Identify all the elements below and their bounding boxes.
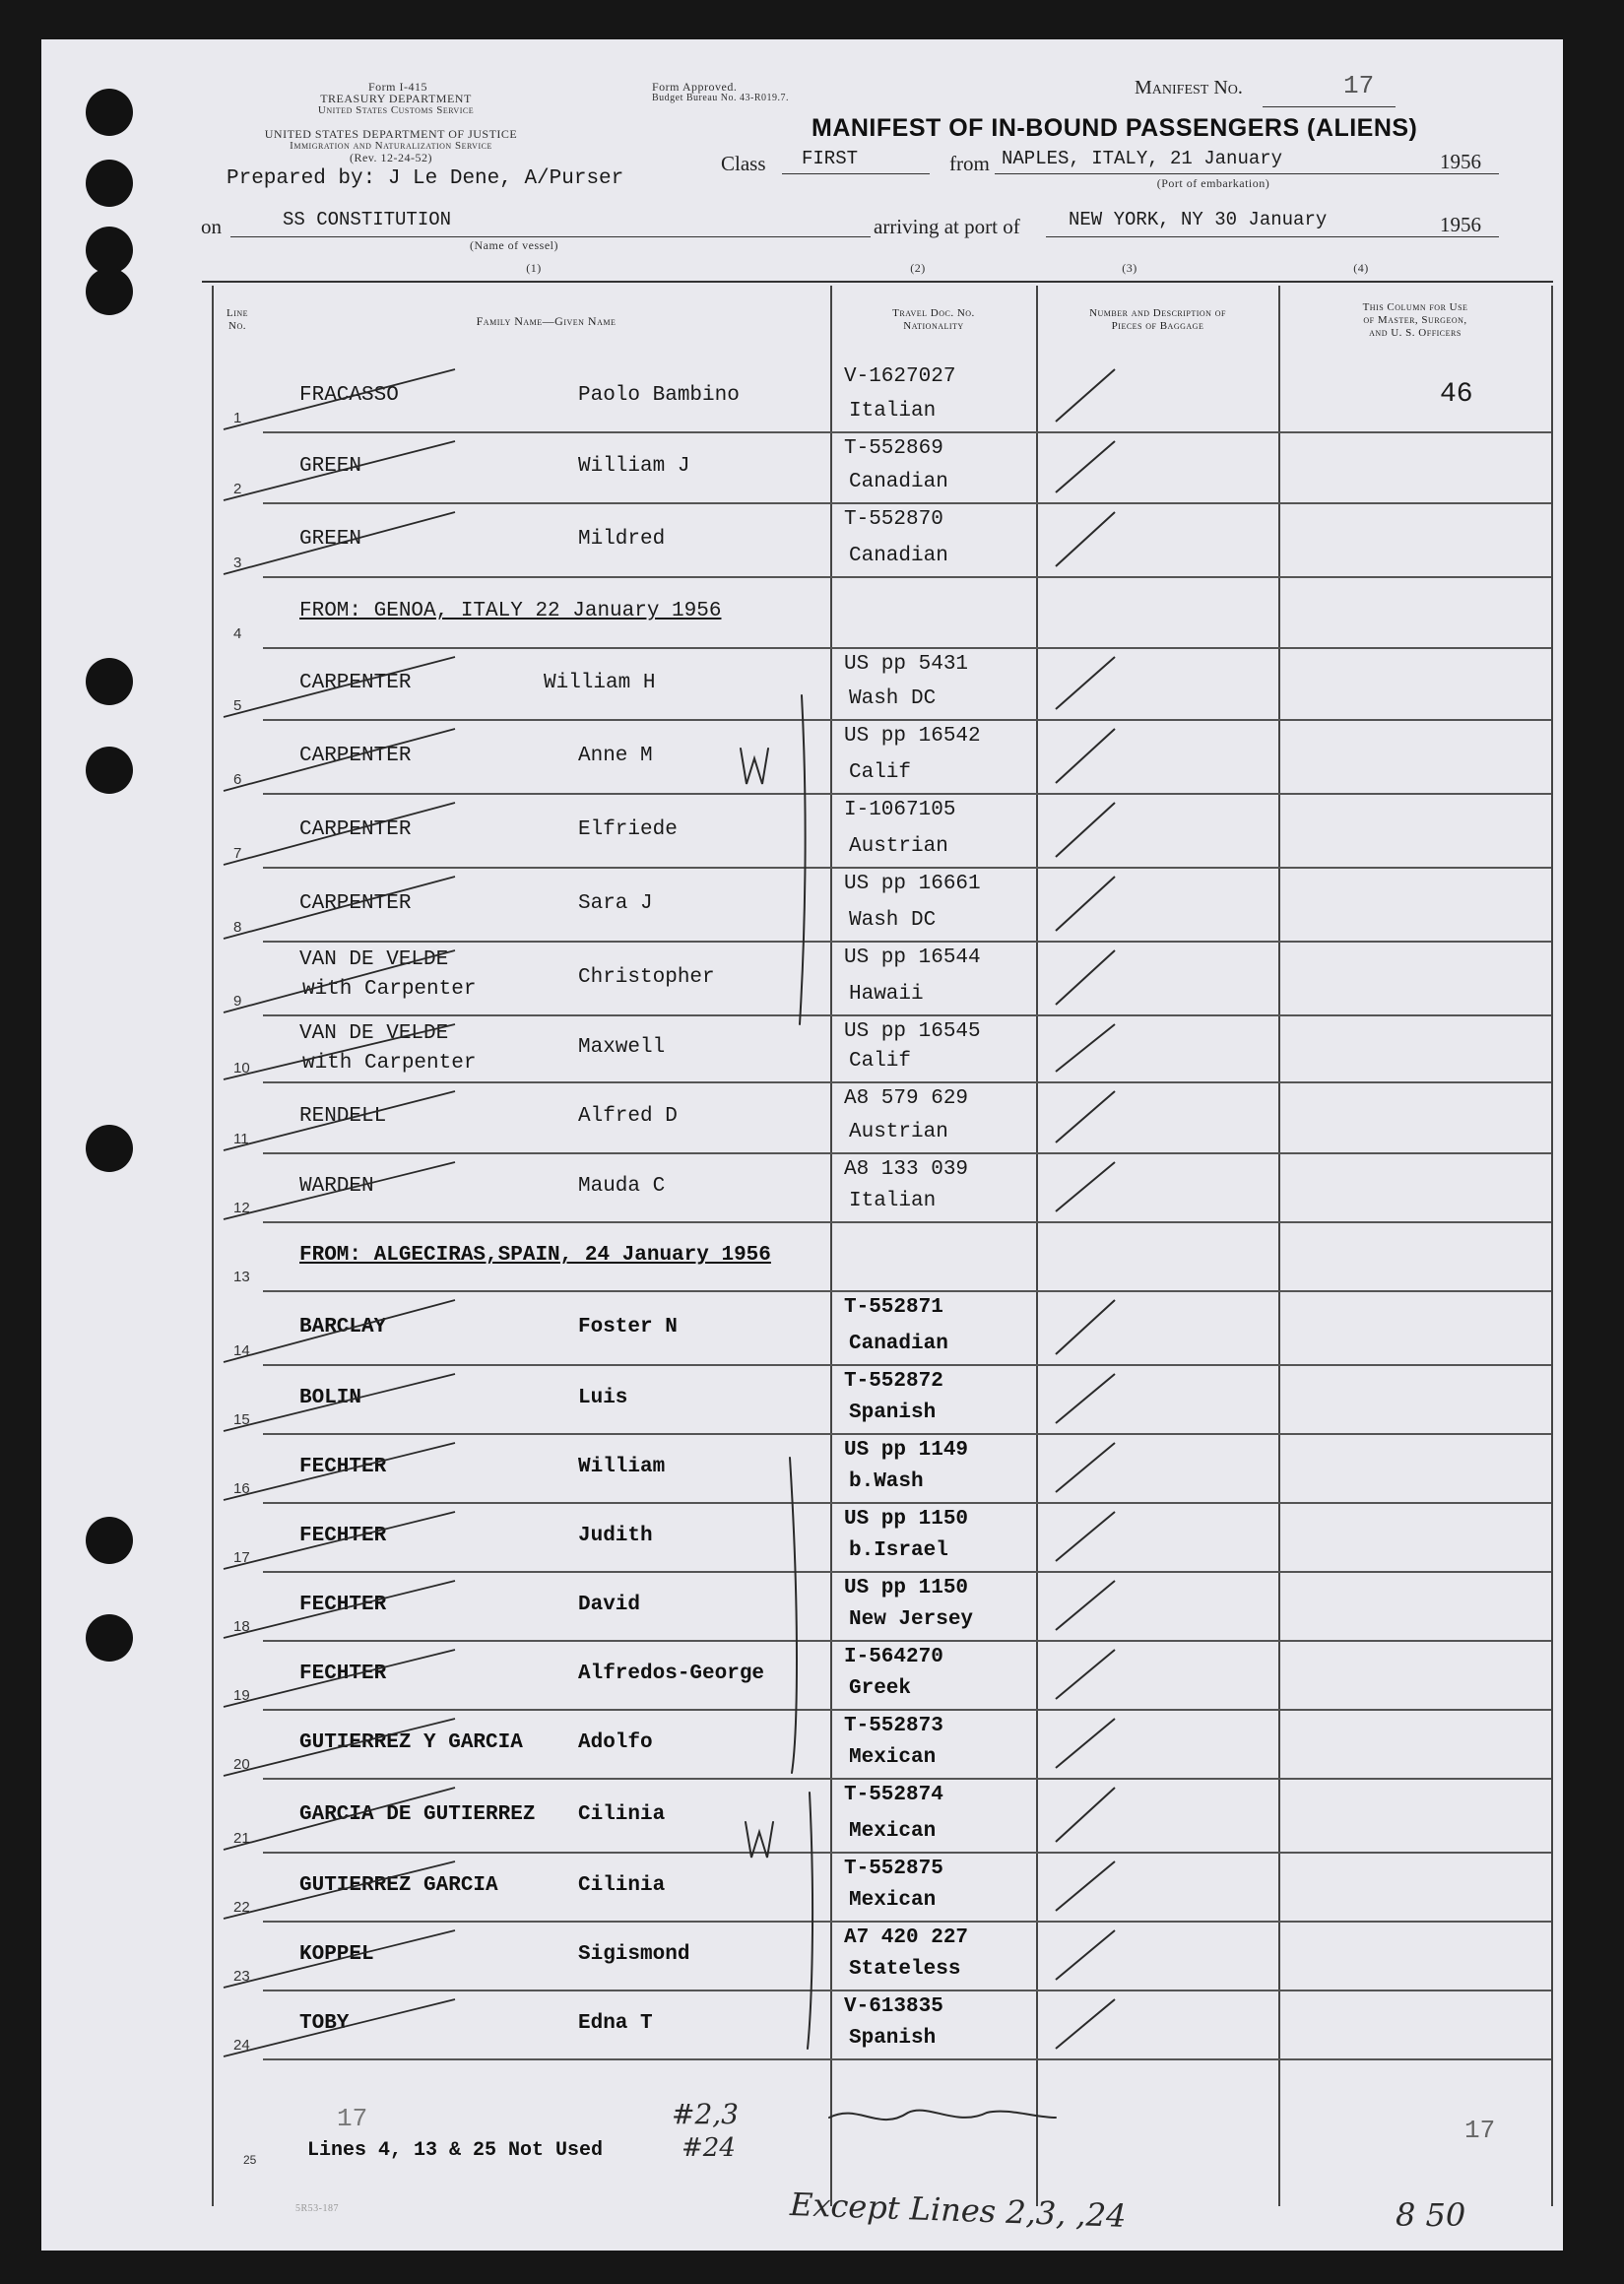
baggage-check-mark: [1056, 1300, 1115, 1354]
travel-doc-number: US pp 16542: [844, 725, 981, 748]
nationality: Canadian: [849, 471, 948, 493]
from-year: 1956: [1440, 150, 1481, 173]
nationality: Greek: [849, 1677, 912, 1700]
travel-doc-number: US pp 1150: [844, 1577, 969, 1599]
given-name: Luis: [578, 1387, 628, 1409]
baggage-check-mark: [1056, 1788, 1115, 1842]
line-number: 24: [233, 2037, 250, 2054]
travel-doc-number: US pp 16545: [844, 1020, 981, 1043]
baggage-check-mark: [1056, 1861, 1115, 1911]
family-name: FECHTER: [299, 1663, 387, 1685]
nationality: Stateless: [849, 1958, 961, 1981]
family-name: KOPPEL: [299, 1943, 374, 1966]
family-name: CARPENTER: [299, 671, 412, 694]
travel-doc-number: T-552872: [844, 1370, 943, 1393]
row-rule: [263, 1778, 1551, 1780]
arriving-year-underline: [1430, 236, 1499, 237]
port-embark-label: (Port of embarkation): [1156, 176, 1270, 190]
line-number: 20: [233, 1756, 250, 1773]
binder-hole: [86, 658, 133, 705]
row-rule: [263, 1502, 1551, 1504]
given-name: William J: [578, 455, 690, 478]
vessel-underline: [230, 236, 871, 237]
row-rule: [263, 1852, 1551, 1854]
treasury-dept: TREASURY DEPARTMENT: [320, 92, 472, 105]
baggage-check-mark: [1056, 1719, 1115, 1768]
row-rule: [263, 867, 1551, 869]
travel-doc-number: T-552871: [844, 1296, 943, 1319]
row-rule: [263, 1640, 1551, 1642]
given-name: Alfred D: [578, 1105, 678, 1128]
nationality: Wash DC: [849, 909, 937, 932]
justice-line-2: Immigration and Naturalization Service: [290, 140, 492, 152]
family-name: WARDEN: [299, 1175, 374, 1198]
handwritten-count-1: #2,3: [672, 2098, 739, 2130]
travel-doc-number: US pp 1150: [844, 1508, 969, 1531]
page-count-right: 17: [1464, 2116, 1496, 2145]
arriving-year: 1956: [1440, 213, 1481, 236]
row-rule: [263, 1571, 1551, 1573]
form-number: Form I-415: [368, 80, 427, 94]
given-name: Maxwell: [578, 1036, 666, 1059]
section-heading: FROM: GENOA, ITALY 22 January 1956: [299, 600, 722, 622]
family-name: FECHTER: [299, 1456, 387, 1478]
line-number: 7: [233, 845, 242, 862]
binder-hole: [86, 89, 133, 136]
customs-service: United States Customs Service: [317, 104, 475, 116]
given-name: Paolo Bambino: [578, 383, 740, 407]
baggage-check-mark: [1056, 950, 1115, 1005]
travel-doc-number: V-613835: [844, 1995, 943, 2018]
footer-form-code: 5R53-187: [295, 2203, 339, 2214]
check-marks: [41, 39, 1563, 2251]
baggage-check-mark: [1056, 1930, 1115, 1980]
row-rule: [263, 1709, 1551, 1711]
nationality: Italian: [849, 1190, 937, 1212]
nationality: Calif: [849, 1050, 912, 1073]
header-baggage: Number and Description of Pieces of Baggage: [1089, 307, 1226, 332]
class-label: Class: [721, 152, 766, 175]
family-name: GARCIA DE GUTIERREZ: [299, 1802, 536, 1826]
family-name: GUTIERREZ GARCIA: [299, 1874, 498, 1897]
travel-doc-number: I-564270: [844, 1646, 943, 1668]
vessel-label: (Name of vessel): [470, 238, 558, 252]
travel-doc-number: A7 420 227: [844, 1926, 969, 1949]
nationality: Spanish: [849, 2027, 937, 2050]
baggage-check-mark: [1056, 729, 1115, 783]
col-num-1: (1): [526, 261, 542, 275]
nationality: Wash DC: [849, 687, 937, 710]
travel-doc-number: T-552869: [844, 437, 943, 460]
given-name: Mauda C: [578, 1175, 666, 1198]
line-number: 3: [233, 555, 242, 571]
nationality: New Jersey: [849, 1608, 974, 1631]
nationality: Spanish: [849, 1402, 937, 1424]
family-name: CARPENTER: [299, 817, 412, 841]
row-rule: [263, 1364, 1551, 1366]
baggage-check-mark: [1056, 1650, 1115, 1699]
officer-note: 46: [1440, 379, 1473, 410]
col-num-3: (3): [1122, 261, 1137, 275]
travel-doc-number: US pp 1149: [844, 1439, 969, 1462]
line-number: 22: [233, 1899, 250, 1916]
col-num-4: (4): [1353, 261, 1369, 275]
family-name: FRACASSO: [299, 383, 399, 407]
line-number: 14: [233, 1342, 250, 1359]
col-num-2: (2): [910, 261, 926, 275]
binder-hole: [86, 1517, 133, 1564]
col-divider-name: [830, 286, 832, 2206]
header-line-no: Line No.: [226, 307, 249, 332]
binder-hole: [86, 227, 133, 274]
nationality: Italian: [849, 400, 937, 423]
travel-doc-number: US pp 5431: [844, 653, 969, 676]
family-name: VAN DE VELDE: [299, 948, 449, 971]
col-divider-line-no: [212, 286, 214, 2206]
baggage-check-mark: [1056, 1091, 1115, 1142]
row-rule: [263, 431, 1551, 433]
from-value: NAPLES, ITALY, 21 January: [1002, 148, 1283, 169]
travel-doc-number: T-552870: [844, 508, 943, 531]
line-number: 17: [233, 1549, 250, 1566]
justice-line-1: UNITED STATES DEPARTMENT OF JUSTICE: [264, 127, 518, 141]
binder-hole: [86, 268, 133, 315]
line-number: 18: [233, 1618, 250, 1635]
given-name: Anne M: [578, 744, 653, 767]
table-top-rule: [202, 281, 1553, 283]
baggage-check-mark: [1056, 512, 1115, 566]
given-name: Alfredos-George: [578, 1663, 765, 1685]
family-name: GREEN: [299, 527, 362, 551]
line-number: 13: [233, 1269, 250, 1285]
family-name: VAN DE VELDE: [299, 1022, 449, 1045]
manifest-no-underline: [1263, 106, 1396, 107]
family-name: CARPENTER: [299, 744, 412, 767]
manifest-number: 17: [1343, 71, 1375, 100]
nationality: Canadian: [849, 545, 948, 567]
baggage-check-mark: [1056, 1443, 1115, 1492]
given-name: Foster N: [578, 1315, 678, 1338]
family-name-note: with Carpenter: [302, 978, 477, 1001]
binder-hole: [86, 160, 133, 207]
family-name: RENDELL: [299, 1105, 387, 1128]
line-number: 11: [233, 1131, 249, 1147]
lines-not-used-note: Lines 4, 13 & 25 Not Used: [307, 2139, 604, 2162]
arriving-label: arriving at port of: [874, 215, 1020, 238]
binder-hole: [86, 1614, 133, 1662]
given-name: William: [578, 1456, 666, 1478]
line-number: 6: [233, 771, 242, 788]
row-rule: [263, 2058, 1551, 2060]
travel-doc-number: T-552874: [844, 1784, 943, 1806]
travel-doc-number: T-552875: [844, 1858, 943, 1880]
travel-doc-number: A8 133 039: [844, 1158, 969, 1181]
row-rule: [263, 1081, 1551, 1083]
line-number: 1: [233, 410, 242, 426]
family-name: FECHTER: [299, 1525, 387, 1547]
on-label: on: [201, 215, 222, 238]
pen-marks: [41, 39, 1563, 2251]
row-rule: [263, 1290, 1551, 1292]
baggage-check-mark: [1056, 369, 1115, 422]
row-rule: [263, 1221, 1551, 1223]
binder-hole: [86, 747, 133, 794]
row-rule: [263, 1921, 1551, 1923]
row-rule: [263, 502, 1551, 504]
line-number: 15: [233, 1411, 250, 1428]
family-name: BARCLAY: [299, 1315, 387, 1338]
handwritten-count-2: #24: [682, 2133, 736, 2163]
given-name: Sigismond: [578, 1943, 690, 1966]
prepared-by: Prepared by: J Le Dene, A/Purser: [227, 167, 624, 190]
travel-doc-number: US pp 16661: [844, 873, 981, 895]
line-number-25: 25: [243, 2153, 257, 2167]
family-name: TOBY: [299, 2012, 350, 2035]
class-value: FIRST: [802, 148, 859, 169]
approval-line-1: Form Approved.: [652, 80, 738, 94]
handwritten-except-note: Except Lines 2,3, ,24: [789, 2186, 1128, 2235]
binder-hole: [86, 1125, 133, 1172]
family-name: GUTIERREZ Y GARCIA: [299, 1731, 523, 1754]
travel-doc-number: A8 579 629: [844, 1087, 969, 1110]
from-underline: [995, 173, 1430, 174]
baggage-check-mark: [1056, 1581, 1115, 1630]
approval-line-2: Budget Bureau No. 43-R019.7.: [652, 93, 789, 103]
row-rule: [263, 1990, 1551, 1991]
justice-line-3: (Rev. 12-24-52): [349, 151, 433, 164]
line-number: 21: [233, 1830, 250, 1847]
baggage-check-mark: [1056, 877, 1115, 931]
family-name: GREEN: [299, 455, 362, 478]
row-rule: [263, 1433, 1551, 1435]
nationality: Austrian: [849, 1121, 948, 1143]
given-name: Sara J: [578, 891, 653, 915]
given-name: William H: [544, 671, 656, 694]
nationality: b.Wash: [849, 1470, 924, 1493]
class-underline: [782, 173, 930, 174]
given-name: Judith: [578, 1525, 653, 1547]
given-name: Cilinia: [578, 1802, 666, 1826]
row-rule: [263, 793, 1551, 795]
line-number: 19: [233, 1687, 250, 1704]
manifest-label: Manifest No.: [1135, 77, 1243, 98]
family-name: CARPENTER: [299, 891, 412, 915]
baggage-check-mark: [1056, 441, 1115, 492]
arriving-underline: [1046, 236, 1430, 237]
table-right-edge: [1551, 286, 1553, 2206]
travel-doc-number: V-1627027: [844, 365, 956, 388]
baggage-check-mark: [1056, 1374, 1115, 1423]
given-name: Cilinia: [578, 1874, 666, 1897]
line-number: 4: [233, 625, 242, 642]
family-name: FECHTER: [299, 1594, 387, 1616]
vessel-name: SS CONSTITUTION: [283, 209, 452, 230]
baggage-check-mark: [1056, 657, 1115, 709]
given-name: Adolfo: [578, 1731, 653, 1754]
baggage-check-mark: [1056, 803, 1115, 857]
section-heading: FROM: ALGECIRAS,SPAIN, 24 January 1956: [299, 1244, 771, 1267]
line-number: 8: [233, 919, 242, 936]
baggage-check-mark: [1056, 1999, 1115, 2049]
signature-scribble: [829, 2111, 1056, 2121]
nationality: Hawaii: [849, 983, 924, 1006]
given-name: Mildred: [578, 527, 666, 551]
nationality: Canadian: [849, 1333, 948, 1355]
row-rule: [263, 1014, 1551, 1016]
manifest-title: MANIFEST OF IN-BOUND PASSENGERS (ALIENS): [812, 114, 1418, 142]
arriving-value: NEW YORK, NY 30 January: [1069, 209, 1328, 230]
margin-bracket: [790, 1458, 797, 1773]
baggage-check-mark: [1056, 1512, 1115, 1561]
travel-doc-number: T-552873: [844, 1715, 943, 1737]
nationality: Austrian: [849, 835, 948, 858]
nationality: b.Israel: [849, 1539, 948, 1562]
nationality: Mexican: [849, 1746, 937, 1769]
row-rule: [263, 647, 1551, 649]
travel-doc-number: I-1067105: [844, 799, 956, 821]
initials-w: [741, 749, 768, 784]
line-number: 23: [233, 1968, 250, 1985]
baggage-check-mark: [1056, 1162, 1115, 1211]
manifest-page: [41, 39, 1563, 2251]
col-divider-doc: [1036, 286, 1038, 2206]
header-officers: This Column for Use of Master, Surgeon, and U. S. Officers: [1362, 301, 1468, 339]
given-name: Elfriede: [578, 817, 678, 841]
row-rule: [263, 576, 1551, 578]
header-name: Family Name—Given Name: [476, 314, 617, 328]
from-year-underline: [1430, 173, 1499, 174]
line-number: 10: [233, 1060, 250, 1077]
col-divider-baggage: [1278, 286, 1280, 2206]
page-count-left: 17: [337, 2104, 368, 2133]
given-name: Christopher: [578, 965, 715, 989]
baggage-check-mark: [1056, 1024, 1115, 1072]
line-number: 5: [233, 697, 242, 714]
line-number: 12: [233, 1200, 250, 1216]
row-rule: [263, 1152, 1551, 1154]
line-number: 9: [233, 993, 242, 1010]
given-name: Edna T: [578, 2012, 653, 2035]
row-rule: [263, 719, 1551, 721]
nationality: Mexican: [849, 1820, 937, 1843]
margin-bracket: [800, 695, 806, 1024]
from-label: from: [949, 152, 990, 175]
row-rule: [263, 941, 1551, 943]
line-number: 16: [233, 1480, 250, 1497]
given-name: David: [578, 1594, 641, 1616]
family-name-note: with Carpenter: [302, 1052, 477, 1075]
handwritten-fraction: 8 50: [1396, 2196, 1466, 2234]
travel-doc-number: US pp 16544: [844, 946, 981, 969]
nationality: Mexican: [849, 1889, 937, 1912]
family-name: BOLIN: [299, 1387, 362, 1409]
nationality: Calif: [849, 761, 912, 784]
header-travel-doc: Travel Doc. No. Nationality: [892, 307, 975, 332]
line-number: 2: [233, 481, 242, 497]
